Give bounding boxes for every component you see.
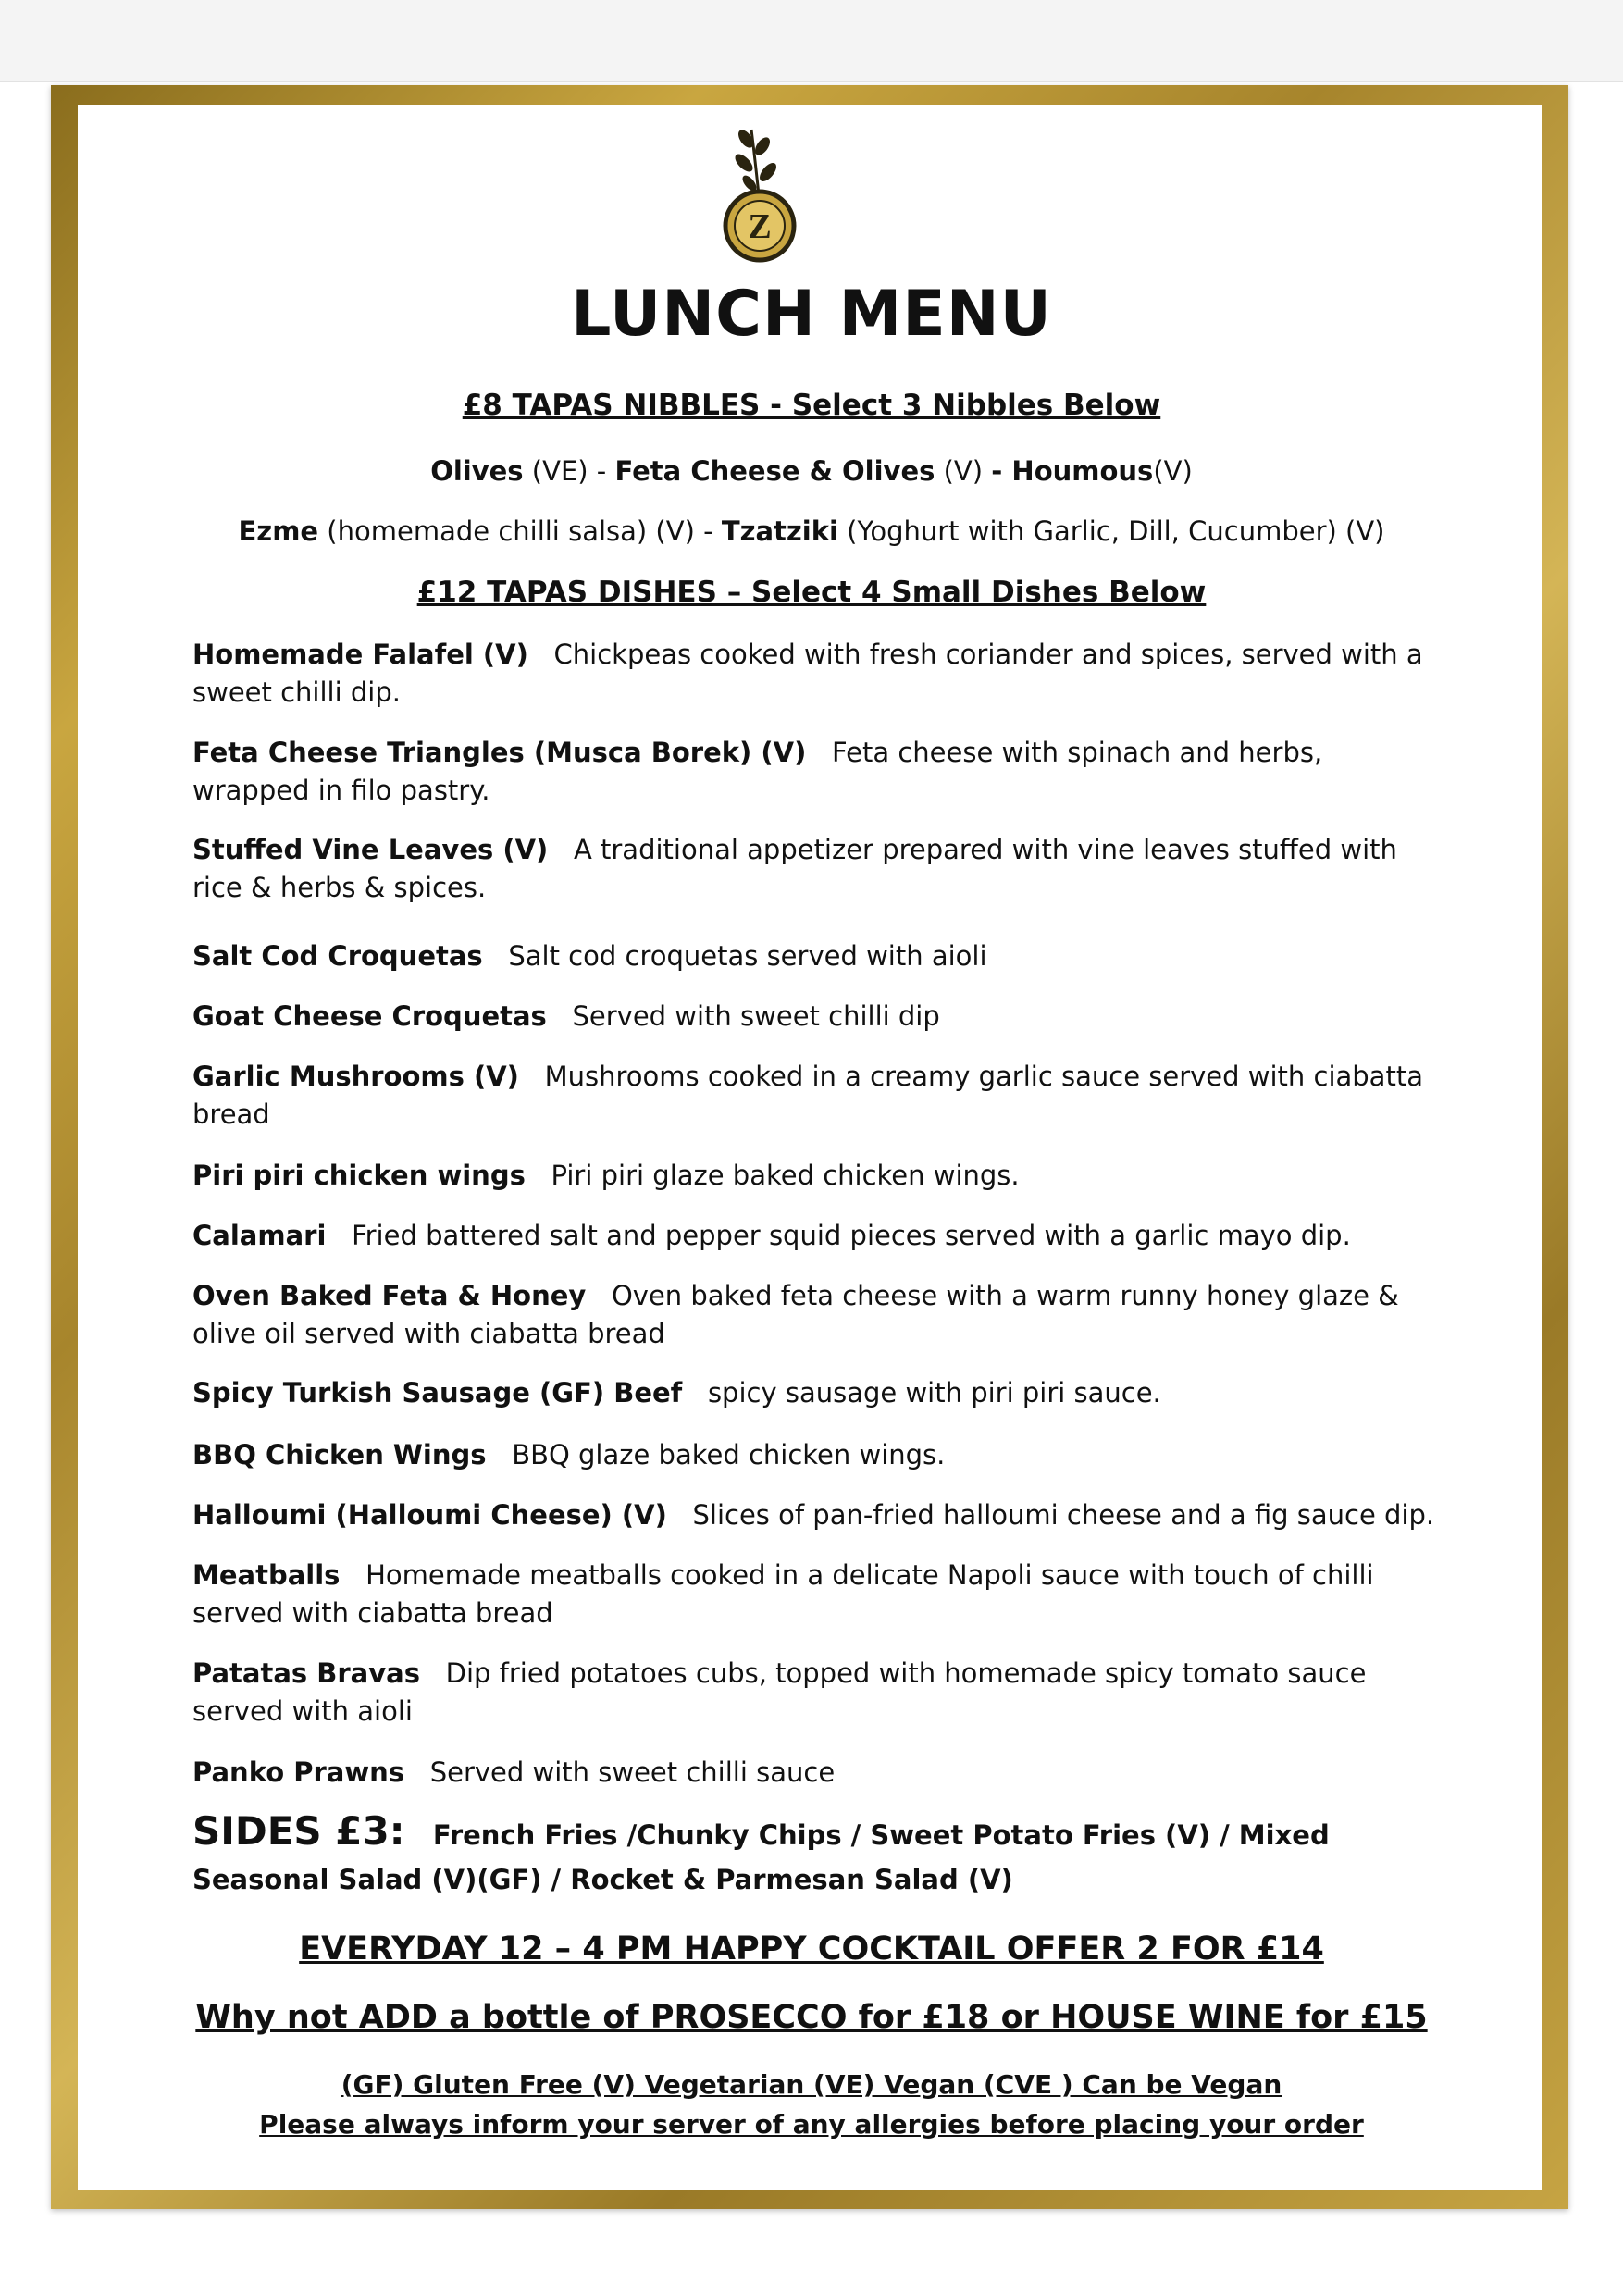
dish-name: Meatballs <box>192 1559 341 1591</box>
dish-item <box>192 1058 1442 1134</box>
dish-description: Chickpeas cooked with fresh coriander and spices, served with a sweet chilli dip. <box>192 639 1423 708</box>
dish-item <box>192 734 1442 810</box>
nibbles-line-2 <box>0 515 1623 547</box>
nibbles-line-2-part: Ezme <box>238 515 319 547</box>
browser-top-bar <box>0 0 1623 82</box>
olive-branch-logo-icon <box>714 122 805 263</box>
nibbles-line-1-part: - Houmous <box>991 455 1154 487</box>
dish-name: Stuffed Vine Leaves (V) <box>192 834 549 865</box>
dish-item <box>192 1157 1442 1195</box>
dish-description: Served with sweet chilli sauce <box>429 1756 836 1788</box>
dish-item <box>192 1217 1442 1255</box>
dish-description: Feta cheese with spinach and herbs, wrapped in filo pastry. <box>192 737 1323 806</box>
allergy-notice: Please always inform your server of any allergies before placing your order <box>259 2109 1364 2140</box>
nibbles-line-2-part: (Yoghurt with Garlic, Dill, Cucumber) (V) <box>837 515 1385 547</box>
dish-description: Homemade meatballs cooked in a delicate Napoli sauce with touch of chilli served with ciabatta bread <box>192 1559 1374 1629</box>
dish-item <box>192 1754 1442 1792</box>
dish-item <box>192 831 1442 907</box>
dish-item <box>192 636 1442 712</box>
dish-name: Panko Prawns <box>192 1756 405 1788</box>
dish-item <box>192 1496 1442 1534</box>
dish-item <box>192 1374 1442 1412</box>
dish-name: Feta Cheese Triangles (Musca Borek) (V) <box>192 737 807 768</box>
dish-name: Patatas Bravas <box>192 1657 420 1689</box>
dietary-legend: (GF) Gluten Free (V) Vegetarian (VE) Vegan (CVE ) Can be Vegan <box>341 2069 1282 2100</box>
dish-name: Oven Baked Feta & Honey <box>192 1280 587 1311</box>
dish-description: Fried battered salt and pepper squid pieces served with a garlic mayo dip. <box>352 1220 1351 1251</box>
nibbles-line-2-part: Tzatziki <box>721 515 838 547</box>
dish-description: Salt cod croquetas served with aioli <box>508 940 987 972</box>
wine-offer: Why not ADD a bottle of PROSECCO for £18 or HOUSE WINE for £15 <box>195 1999 1428 2036</box>
dish-description: Slices of pan-fried halloumi cheese and a fig sauce dip. <box>692 1499 1435 1531</box>
dish-description: Oven baked feta cheese with a warm runny honey glaze & olive oil served with ciabatta bread <box>192 1280 1399 1349</box>
dishes-header: £12 TAPAS DISHES – Select 4 Small Dishes Below <box>416 576 1207 609</box>
dish-description: Dip fried potatoes cubs, topped with homemade spicy tomato sauce served with aioli <box>192 1657 1367 1727</box>
dish-item <box>192 998 1442 1036</box>
dish-name: Homemade Falafel (V) <box>192 639 528 670</box>
logo-letter: Z <box>748 207 772 246</box>
nibbles-line-1 <box>0 455 1623 487</box>
dish-item <box>192 937 1442 975</box>
dish-item <box>192 1277 1442 1353</box>
nibbles-line-1-part: (VE) - <box>523 455 615 487</box>
nibbles-line-1-part: Olives <box>430 455 524 487</box>
nibbles-line-1-part: (V) <box>935 455 992 487</box>
dish-description: Mushrooms cooked in a creamy garlic sauce served with ciabatta bread <box>192 1061 1423 1130</box>
dish-name: Salt Cod Croquetas <box>192 940 483 972</box>
sides-section <box>192 1809 1442 1902</box>
nibbles-line-1-part: (V) <box>1153 455 1193 487</box>
dish-name: Garlic Mushrooms (V) <box>192 1061 519 1092</box>
dish-name: Piri piri chicken wings <box>192 1160 526 1191</box>
nibbles-line-1-part: Feta Cheese & Olives <box>614 455 935 487</box>
dish-description: Piri piri glaze baked chicken wings. <box>551 1160 1020 1191</box>
cocktail-offer: EVERYDAY 12 – 4 PM HAPPY COCKTAIL OFFER 2 FOR £14 <box>299 1930 1324 1967</box>
dish-name: BBQ Chicken Wings <box>192 1439 487 1471</box>
dish-item <box>192 1655 1442 1731</box>
dish-description: spicy sausage with piri piri sauce. <box>707 1377 1161 1409</box>
dish-item <box>192 1557 1442 1632</box>
nibbles-header: £8 TAPAS NIBBLES - Select 3 Nibbles Below <box>462 389 1161 422</box>
sides-label: SIDES £3: <box>192 1808 405 1854</box>
page-title: LUNCH MENU <box>571 278 1052 351</box>
dish-name: Halloumi (Halloumi Cheese) (V) <box>192 1499 667 1531</box>
dish-name: Spicy Turkish Sausage (GF) Beef <box>192 1377 683 1409</box>
dish-description: BBQ glaze baked chicken wings. <box>512 1439 946 1471</box>
dish-description: A traditional appetizer prepared with vine leaves stuffed with rice & herbs & spices. <box>192 834 1397 903</box>
dish-item <box>192 1436 1442 1474</box>
dish-name: Goat Cheese Croquetas <box>192 1000 547 1032</box>
dish-name: Calamari <box>192 1220 327 1251</box>
nibbles-line-2-part: (homemade chilli salsa) (V) - <box>318 515 722 547</box>
dish-description: Served with sweet chilli dip <box>572 1000 940 1032</box>
sides-text: French Fries /Chunky Chips / Sweet Potato Fries (V) / Mixed Seasonal Salad (V)(GF) / Rocket & Parmesan Salad (V) <box>192 1819 1330 1895</box>
